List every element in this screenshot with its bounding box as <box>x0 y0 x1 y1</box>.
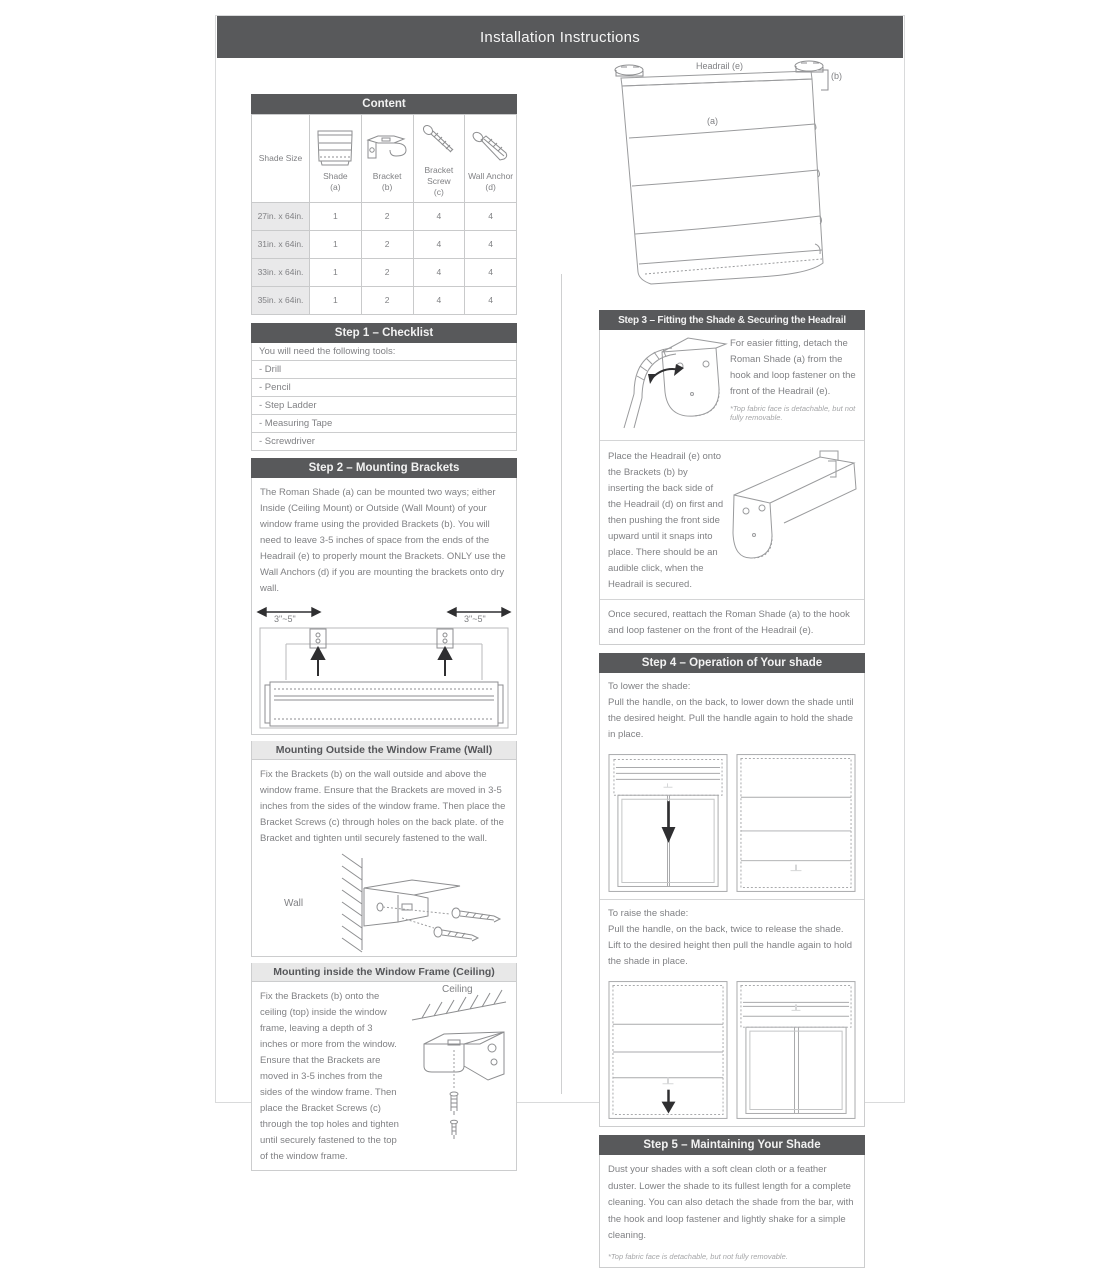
ceiling-mount-title: Mounting inside the Window Frame (Ceiling) <box>251 963 517 982</box>
cell-value: 4 <box>413 231 465 259</box>
cell-value: 1 <box>310 287 362 315</box>
step2-title: Step 2 – Mounting Brackets <box>251 458 517 478</box>
detach-shade-diagram <box>604 336 730 432</box>
checklist-item: - Measuring Tape <box>251 415 517 433</box>
step5-body: Dust your shades with a soft clean cloth or a feather duster. Lower the shade to its fullest length for a complete cleaning. You can also detach the shade from the bar, with the hook and loop fastener and lightly shake for a simple cleaning. <box>608 1164 854 1241</box>
content-table <box>251 114 517 315</box>
column-label: Shade <box>323 170 348 181</box>
size-column-header: Shade Size <box>252 115 310 203</box>
cell-value: 4 <box>413 287 465 315</box>
left-column <box>251 94 517 1171</box>
checklist-item: - Pencil <box>251 379 517 397</box>
step3-block2: Place the Headrail (e) onto the Brackets (b) by inserting the back side of the Headrail (d) on first and then pushing the front side upward until it snaps into place. There should be an audible click, when the Headrail is secured. <box>608 451 724 590</box>
column-label: Wall Anchor <box>468 170 514 181</box>
window-shade-lowered <box>736 753 856 893</box>
roman-shade-diagram <box>599 58 865 304</box>
column-wall-anchor <box>465 115 517 203</box>
step4-raise-heading: To raise the shade: <box>608 908 689 919</box>
column-bracket-screw <box>413 115 465 203</box>
content-table-title: Content <box>251 94 517 114</box>
column-key: (d) <box>485 181 496 192</box>
anchor-icon <box>466 125 515 171</box>
page-title: Installation Instructions <box>217 16 903 58</box>
step3-title: Step 3 – Fitting the Shade & Securing the Headrail <box>599 310 865 330</box>
snap-headrail-diagram <box>724 449 860 569</box>
bracket-icon <box>363 125 412 171</box>
step5-note: *Top fabric face is detachable, but not fully removable. <box>608 1251 788 1261</box>
checklist-item: - Drill <box>251 361 517 379</box>
step2-body: The Roman Shade (a) can be mounted two ways; either Inside (Ceiling Mount) or Outside (Wall Mount) of your window frame using the provided Brackets (b). You will need to leave 3-5 inches of space from the ends of the Headrail (e) to properly mount the Brackets. ONLY use the Wall Anchors (d) if you are mounting the brackets onto dry wall. <box>260 487 506 594</box>
cell-value: 1 <box>310 231 362 259</box>
step4-title: Step 4 – Operation of Your shade <box>599 653 865 673</box>
checklist-item: - Screwdriver <box>251 433 517 451</box>
step4-raise-body: Pull the handle, on the back, twice to release the shade. Lift to the desired height then pull the handle again to hold the shade in place. <box>608 924 853 967</box>
checklist-item: - Step Ladder <box>251 397 517 415</box>
step4-lower-body: Pull the handle, on the back, to lower down the shade until the desired height. Pull the handle again to hold the shade in place. <box>608 697 854 740</box>
cell-value: 4 <box>465 259 517 287</box>
wall-mount-title: Mounting Outside the Window Frame (Wall) <box>251 741 517 760</box>
cell-value: 4 <box>413 203 465 231</box>
row-size: 31in. x 64in. <box>252 231 310 259</box>
dimension-label-right: 3"~5" <box>464 614 486 624</box>
ceiling-label: Ceiling <box>442 984 473 995</box>
step3-block3: Once secured, reattach the Roman Shade (a) to the hook and loop fastener on the front of the Headrail (e). <box>608 609 850 636</box>
column-shade <box>310 115 362 203</box>
cell-value: 2 <box>361 231 413 259</box>
wall-mount-body: Fix the Brackets (b) on the wall outside and above the window frame. Ensure that the Brackets are moved in 3-5 inches from the sides of the window frame. Then place the Bracket Screws (c) through holes on the back plate. of the Bracket and tighten until securely fastened to the wall. <box>260 769 506 844</box>
cell-value: 4 <box>413 259 465 287</box>
column-label: Bracket Screw <box>424 165 454 186</box>
instruction-sheet <box>215 15 905 1261</box>
bracket-label: (b) <box>831 71 842 81</box>
cell-value: 2 <box>361 287 413 315</box>
column-key: (c) <box>433 187 444 197</box>
cell-value: 4 <box>465 287 517 315</box>
wall-mount-diagram <box>252 852 516 956</box>
column-bracket <box>361 115 413 203</box>
checklist-intro: You will need the following tools: <box>251 343 517 361</box>
table-row <box>252 203 517 231</box>
step5-title: Step 5 – Maintaining Your Shade <box>599 1135 865 1155</box>
table-row <box>252 259 517 287</box>
row-size: 27in. x 64in. <box>252 203 310 231</box>
shade-icon <box>311 125 360 171</box>
cell-value: 4 <box>465 231 517 259</box>
screw-icon <box>415 119 464 165</box>
cell-value: 2 <box>361 259 413 287</box>
step1-title: Step 1 – Checklist <box>251 323 517 343</box>
cell-value: 1 <box>310 259 362 287</box>
cell-value: 4 <box>465 203 517 231</box>
wall-label: Wall <box>284 898 304 909</box>
table-row <box>252 287 517 315</box>
dimension-label-left: 3"~5" <box>274 614 296 624</box>
row-size: 33in. x 64in. <box>252 259 310 287</box>
ceiling-mount-diagram <box>408 982 514 1170</box>
window-shade-lowered-arrow <box>608 980 728 1120</box>
table-row <box>252 231 517 259</box>
cell-value: 2 <box>361 203 413 231</box>
column-label: Bracket <box>372 170 402 181</box>
ceiling-mount-body: Fix the Brackets (b) onto the ceiling (top) inside the window frame, leaving a depth of 3 inches or more from the window. Ensure that the Brackets are moved in 3-5 inches from the sides of the window frame. Then place the Bracket Screws (c) through the top holes and tighten until securely fastened to the top of the window frame. <box>260 991 399 1162</box>
column-key: (b) <box>381 181 393 192</box>
column-divider <box>561 274 562 1094</box>
cell-value: 1 <box>310 203 362 231</box>
row-size: 35in. x 64in. <box>252 287 310 315</box>
headrail-label: Headrail (e) <box>696 61 744 71</box>
step4-lower-heading: To lower the shade: <box>608 681 691 692</box>
column-key: (a) <box>330 181 341 192</box>
window-shade-raised <box>736 980 856 1120</box>
shade-label: (a) <box>707 116 718 126</box>
bracket-mount-diagram <box>252 602 516 734</box>
step3-block1: For easier fitting, detach the Roman Shade (a) from the hook and loop fastener on the front of the Headrail (e). <box>730 338 856 397</box>
lower-diagrams <box>600 747 864 899</box>
raise-diagrams <box>600 974 864 1126</box>
step3-note: *Top fabric face is detachable, but not fully removable. <box>730 404 856 422</box>
right-column <box>599 58 865 1268</box>
window-shade-raised-arrow <box>608 753 728 893</box>
